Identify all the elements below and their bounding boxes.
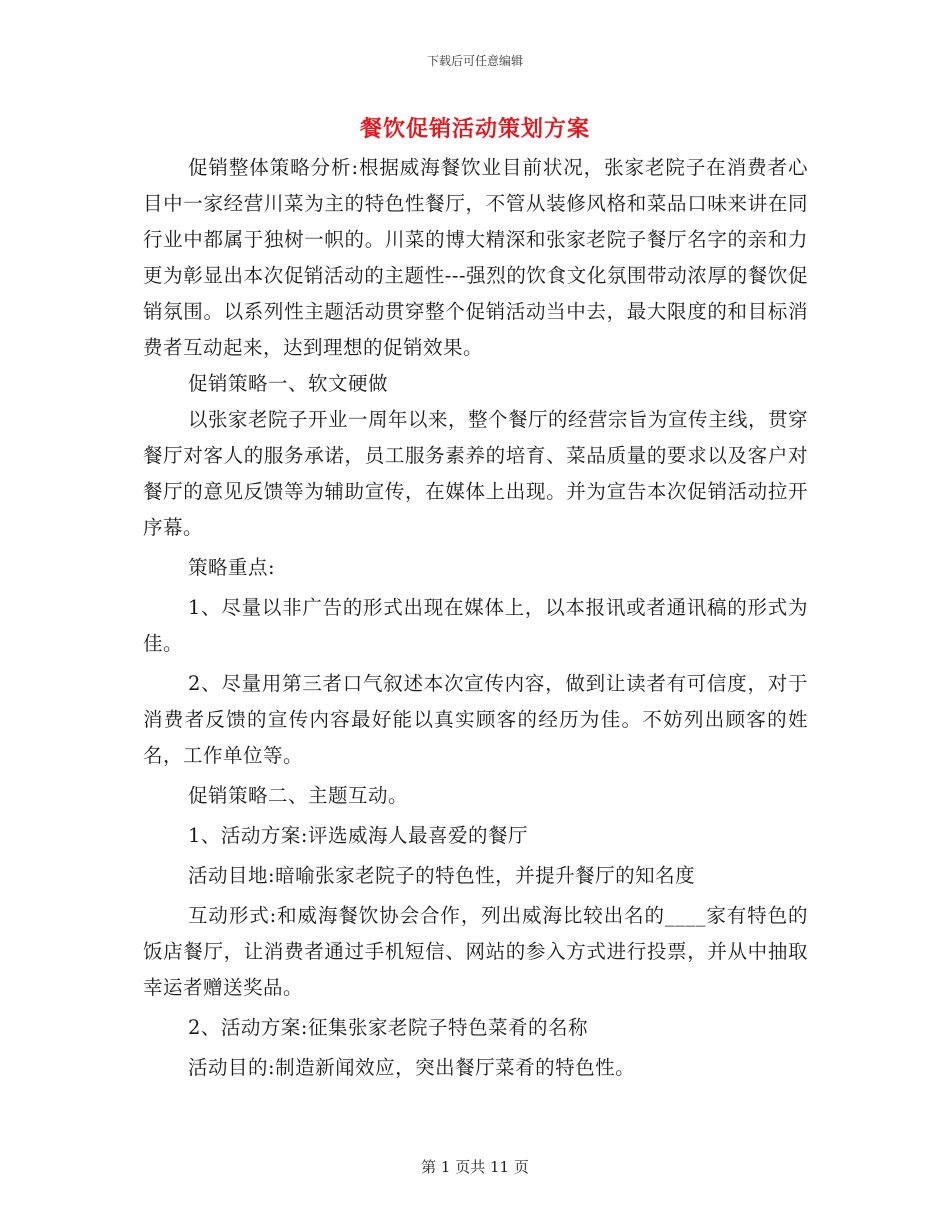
interaction-form: 互动形式:和威海餐饮协会合作，列出威海比较出名的____家有特色的饭店餐厅，让消费者通过手机短信、网站的参入方式进行投票，并从中抽取幸运者赠送奖品。 — [143, 904, 808, 999]
paragraph-strategy-analysis: 促销整体策略分析:根据威海餐饮业目前状况，张家老院子在消费者心目中一家经营川菜为主的特色性餐厅，不管从装修风格和菜品口味来讲在同行业中都属于独树一帜的。川菜的博大精深和张家老院子餐厅名字的亲和力更为彰显出本次促销活动的主题性---强烈的饮食文化氛围带动浓厚的餐饮促销氛围。以系列性主题活动贯穿整个促销活动当中去，最大限度的和目标消费者互动起来，达到理想的促销效果。 — [143, 156, 808, 359]
page-footer: 第 1 页共 11 页 — [421, 1158, 529, 1176]
list-item-focus-2: 2、尽量用第三者口气叙述本次宣传内容，做到让读者有可信度，对于消费者反馈的宣传内容最好能以真实顾客的经历为佳。不妨列出顾客的姓名，工作单位等。 — [143, 672, 808, 767]
list-item-focus-1: 1、尽量以非广告的形式出现在媒体上，以本报讯或者通讯稿的形式为佳。 — [143, 596, 808, 655]
activity-plan-2: 2、活动方案:征集张家老院子特色菜肴的名称 — [188, 1016, 588, 1039]
page-header: 下载后可任意编辑 — [426, 54, 523, 68]
activity-plan-1: 1、活动方案:评选威海人最喜爱的餐厅 — [188, 824, 528, 847]
heading-strategy-two: 促销策略二、主题互动。 — [188, 784, 409, 807]
document-body — [143, 150, 808, 1086]
document-title: 餐饮促销活动策划方案 — [359, 116, 590, 142]
activity-goal-2: 活动目的:制造新闻效应，突出餐厅菜肴的特色性。 — [188, 1056, 636, 1079]
heading-strategy-focus: 策略重点: — [188, 556, 276, 579]
activity-goal-1: 活动目地:暗喻张家老院子的特色性，并提升餐厅的知名度 — [188, 864, 696, 887]
heading-strategy-one: 促销策略一、软文硬做 — [188, 372, 389, 395]
paragraph-strategy-one-body: 以张家老院子开业一周年以来，整个餐厅的经营宗旨为宣传主线，贯穿餐厅对客人的服务承诺，员工服务素养的培育、菜品质量的要求以及客户对餐厅的意见反馈等为辅助宣传，在媒体上出现。并为宣告本次促销活动拉开序幕。 — [143, 408, 809, 539]
